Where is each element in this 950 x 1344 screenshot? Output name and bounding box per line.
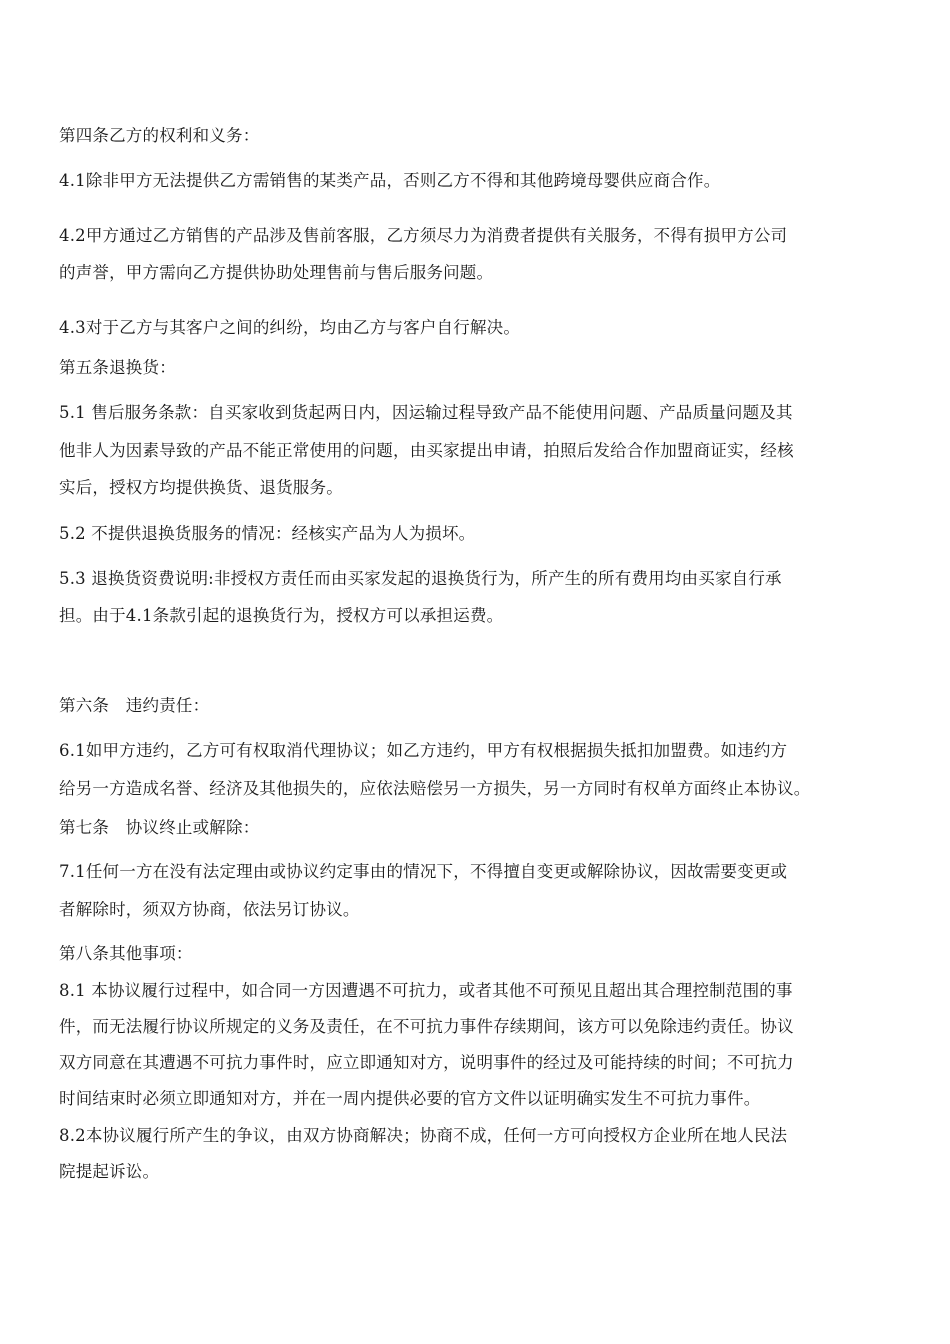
article-5-heading: 第五条退换货： — [59, 358, 176, 377]
clause-8-2-line-2: 院提起诉讼。 — [59, 1162, 160, 1181]
clause-4-2-line-2: 的声誉，甲方需向乙方提供协助处理售前与售后服务问题。 — [59, 263, 494, 282]
clause-8-2-line-1: 8.2本协议履行所产生的争议，由双方协商解决；协商不成，任何一方可向授权方企业所在地人民法 — [59, 1126, 788, 1145]
article-8-heading: 第八条其他事项： — [59, 944, 193, 963]
clause-8-1-line-1: 8.1 本协议履行过程中，如合同一方因遭遇不可抗力，或者其他不可预见且超出其合理控制范围的事 — [59, 981, 793, 1000]
clause-5-1-line-3: 实后，授权方均提供换货、退货服务。 — [59, 478, 343, 497]
article-6-heading: 第六条 违约责任： — [59, 696, 210, 715]
clause-5-3-line-1: 5.3 退换货资费说明:非授权方责任而由买家发起的退换货行为，所产生的所有费用均由买家自行承 — [59, 569, 782, 588]
clause-6-1-line-2: 给另一方造成名誉、经济及其他损失的，应依法赔偿另一方损失，另一方同时有权单方面终止本协议。 — [59, 779, 811, 798]
clause-8-1-line-2: 件，而无法履行协议所规定的义务及责任，在不可抗力事件存续期间，该方可以免除违约责任。协议 — [59, 1017, 794, 1036]
clause-7-1-line-2: 者解除时，须双方协商，依法另订协议。 — [59, 900, 360, 919]
article-7-heading: 第七条 协议终止或解除： — [59, 818, 260, 837]
clause-5-3-line-2: 担。由于4.1条款引起的退换货行为，授权方可以承担运费。 — [59, 606, 504, 625]
clause-8-1-line-3: 双方同意在其遭遇不可抗力事件时，应立即通知对方，说明事件的经过及可能持续的时间；不可抗力 — [59, 1053, 794, 1072]
clause-5-2: 5.2 不提供退换货服务的情况：经核实产品为人为损坏。 — [59, 524, 476, 543]
clause-8-1-line-4: 时间结束时必须立即通知对方，并在一周内提供必要的官方文件以证明确实发生不可抗力事件。 — [59, 1089, 761, 1108]
clause-4-2-line-1: 4.2甲方通过乙方销售的产品涉及售前客服，乙方须尽力为消费者提供有关服务，不得有损甲方公司 — [59, 226, 788, 245]
clause-5-1-line-1: 5.1 售后服务条款：自买家收到货起两日内，因运输过程导致产品不能使用问题、产品质量问题及其 — [59, 403, 793, 422]
article-4-heading: 第四条乙方的权利和义务： — [59, 126, 260, 145]
clause-4-3: 4.3对于乙方与其客户之间的纠纷，均由乙方与客户自行解决。 — [59, 318, 521, 337]
clause-7-1-line-1: 7.1任何一方在没有法定理由或协议约定事由的情况下，不得擅自变更或解除协议，因故需要变更或 — [59, 862, 788, 881]
clause-4-1: 4.1除非甲方无法提供乙方需销售的某类产品，否则乙方不得和其他跨境母婴供应商合作。 — [59, 171, 721, 190]
clause-5-1-line-2: 他非人为因素导致的产品不能正常使用的问题，由买家提出申请，拍照后发给合作加盟商证实，经核 — [59, 441, 794, 460]
clause-6-1-line-1: 6.1如甲方违约，乙方可有权取消代理协议；如乙方违约，甲方有权根据损失抵扣加盟费。如违约方 — [59, 741, 788, 760]
